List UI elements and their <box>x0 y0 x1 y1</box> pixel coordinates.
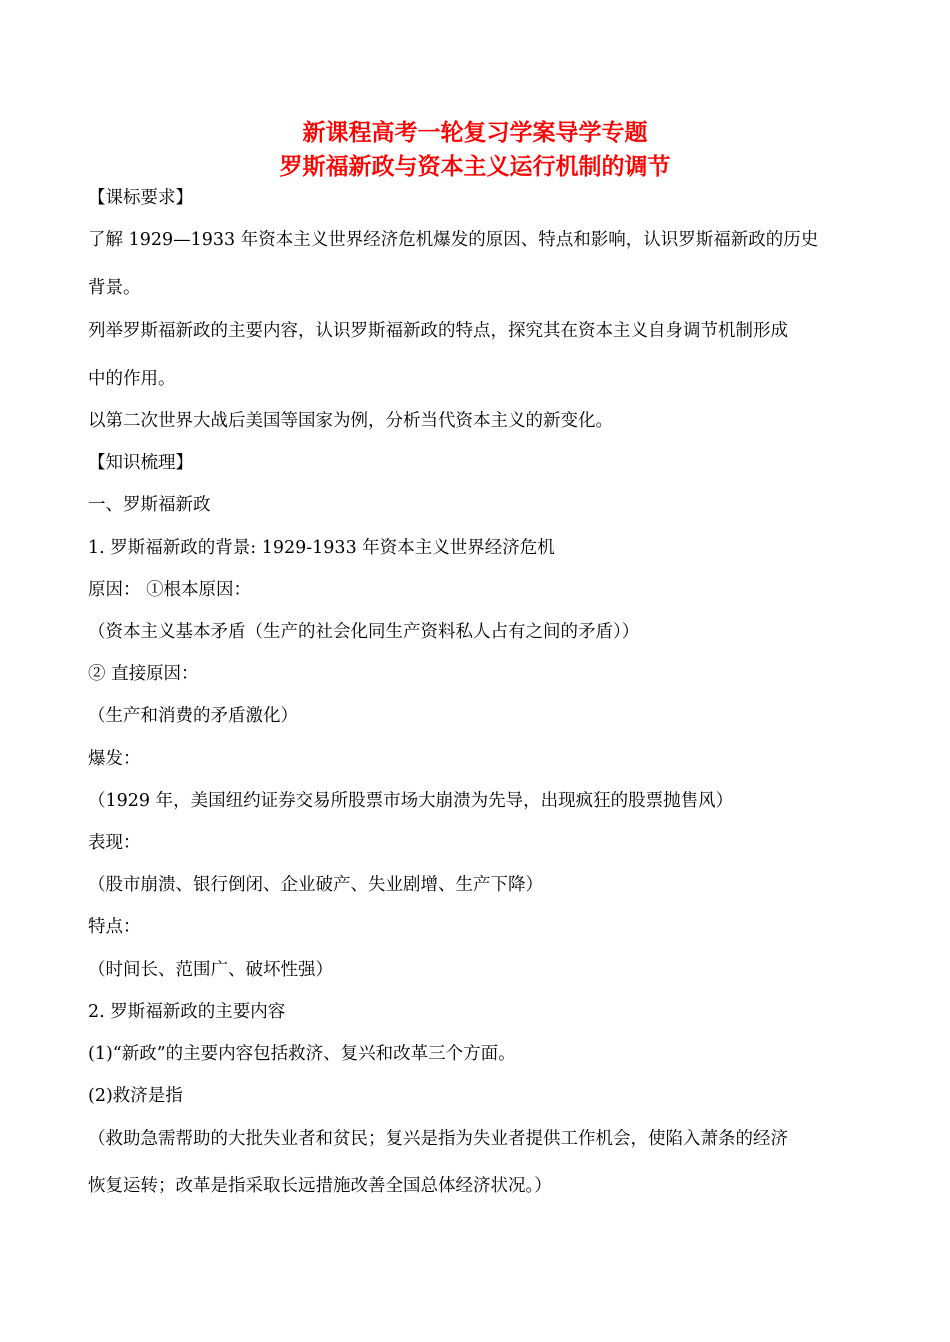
answer-line: （救助急需帮助的大批失业者和贫民；复兴是指为失业者提供工作机会，使陷入萧条的经济 <box>88 1129 788 1149</box>
body-line: 背景。 <box>88 278 141 298</box>
body-line: 原因： ①根本原因： <box>88 580 252 600</box>
body-line: 特点： <box>88 917 141 937</box>
body-line: 爆发： <box>88 749 141 769</box>
subsection-heading: 一、罗斯福新政 <box>88 495 211 515</box>
answer-line: （1929 年，美国纽约证券交易所股票市场大崩溃为先导，出现疯狂的股票抛售风） <box>88 791 734 811</box>
body-line: 了解 1929—1933 年资本主义世界经济危机爆发的原因、特点和影响，认识罗斯福新政的历史 <box>88 230 819 250</box>
answer-line: （股市崩溃、银行倒闭、企业破产、失业剧增、生产下降） <box>88 875 543 895</box>
body-line: 表现： <box>88 833 141 853</box>
body-line: 以第二次世界大战后美国等国家为例，分析当代资本主义的新变化。 <box>88 411 613 431</box>
answer-line: （生产和消费的矛盾激化） <box>88 706 298 726</box>
body-line: 2. 罗斯福新政的主要内容 <box>88 1002 286 1022</box>
body-line: 列举罗斯福新政的主要内容，认识罗斯福新政的特点，探究其在资本主义自身调节机制形成 <box>88 321 788 341</box>
body-line: 中的作用。 <box>88 369 176 389</box>
document-title-line1: 新课程高考一轮复习学案导学专题 <box>302 120 648 146</box>
document-title-line2: 罗斯福新政与资本主义运行机制的调节 <box>279 154 671 180</box>
section-heading-curriculum: 【课标要求】 <box>88 188 193 208</box>
body-line: 1. 罗斯福新政的背景: 1929-1933 年资本主义世界经济危机 <box>88 538 555 558</box>
answer-line: （时间长、范围广、破坏性强） <box>88 960 333 980</box>
answer-line: （资本主义基本矛盾（生产的社会化同生产资料私人占有之间的矛盾）） <box>88 622 640 642</box>
body-line: ② 直接原因： <box>88 664 199 684</box>
body-line: (2)救济是指 <box>88 1086 183 1106</box>
section-heading-knowledge: 【知识梳理】 <box>88 453 193 473</box>
answer-line: 恢复运转；改革是指采取长远措施改善全国总体经济状况。） <box>88 1176 552 1196</box>
body-line: (1)“新政”的主要内容包括救济、复兴和改革三个方面。 <box>88 1044 516 1064</box>
